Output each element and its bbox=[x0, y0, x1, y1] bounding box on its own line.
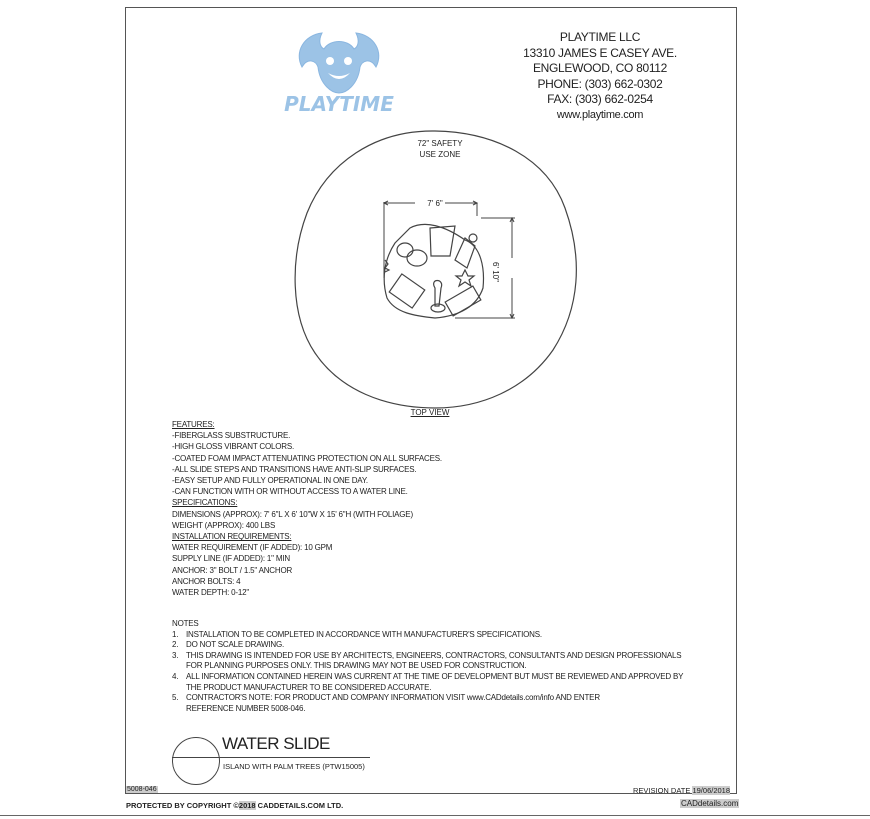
bottom-divider bbox=[0, 815, 870, 816]
spec-item: DIMENSIONS (APPROX): 7' 6"L X 6' 10"W X 15' 6"H (WITH FOLIAGE) bbox=[172, 509, 413, 519]
note-item: 1. INSTALLATION TO BE COMPLETED IN ACCORDANCE WITH MANUFACTURER'S SPECIFICATIONS. bbox=[172, 629, 542, 639]
title-symbol-circle bbox=[172, 737, 220, 785]
top-view-drawing bbox=[285, 128, 585, 410]
notes-section: NOTES 1. INSTALLATION TO BE COMPLETED IN ACCORDANCE WITH MANUFACTURER'S SPECIFICATIONS. 2. DO NOT SCALE DRAWING. 3. THIS DRAWING IS INTENDED FOR USE BY ARCHITECTS, ENGINEERS, CONTRACTORS, CONSULTANTS AND DESIGN PROFESSIONALS FOR PLANNING PURPOSES ONLY. THIS DRAWING MAY NOT BE USED FOR CONSTRUCTION. 4. ALL INFORMATION CONTAINED HEREIN WAS CURRENT AT THE TIME OF DEVELOPMENT BUT MUST BE REVIEWED AND APPROVED BY THE PRODUCT MANUFACTURER TO BE CONSIDERED ACCURATE. 5. CONTRACTOR'S NOTE: FOR PRODUCT AND COMPANY INFORMATION VISIT www.CADdetails.com/info AND ENTER REFERENCE NUMBER 5008-046. bbox=[172, 619, 684, 713]
drawing-title: WATER SLIDE bbox=[222, 734, 330, 753]
safety-zone-label: 72" SAFETY USE ZONE bbox=[417, 139, 463, 159]
notes-heading: NOTES bbox=[172, 619, 199, 628]
install-item: ANCHOR: 3" BOLT / 1.5" ANCHOR bbox=[172, 565, 293, 575]
install-item: WATER REQUIREMENT (IF ADDED): 10 GPM bbox=[172, 543, 333, 553]
spec-item: WEIGHT (APPROX): 400 LBS bbox=[172, 520, 276, 530]
height-dimension-label: 6' 10" bbox=[491, 262, 500, 282]
drawing-subtitle: ISLAND WITH PALM TREES (PTW15005) bbox=[223, 762, 365, 771]
company-website[interactable]: www.playtime.com bbox=[556, 108, 644, 121]
title-underline bbox=[172, 757, 370, 758]
playtime-logo bbox=[272, 27, 407, 113]
feature-item: -HIGH GLOSS VIBRANT COLORS. bbox=[172, 442, 295, 452]
note-item: 5. CONTRACTOR'S NOTE: FOR PRODUCT AND COMPANY INFORMATION VISIT www.CADdetails.com/info AND ENTER bbox=[172, 693, 600, 703]
installation-heading: INSTALLATION REQUIREMENTS: bbox=[172, 532, 292, 542]
company-fax: FAX: (303) 662-0254 bbox=[547, 92, 653, 106]
caddetails-link[interactable]: CADdetails.com bbox=[681, 799, 739, 808]
company-address-2: ENGLEWOOD, CO 80112 bbox=[532, 61, 668, 75]
install-item: ANCHOR BOLTS: 4 bbox=[172, 576, 241, 586]
svg-text:PLAYTIME: PLAYTIME bbox=[284, 92, 394, 113]
specifications-heading: SPECIFICATIONS: bbox=[172, 498, 238, 508]
product-details bbox=[172, 419, 442, 598]
feature-item: -ALL SLIDE STEPS AND TRANSITIONS HAVE ANTI-SLIP SURFACES. bbox=[172, 464, 417, 474]
install-item: WATER DEPTH: 0-12" bbox=[172, 588, 250, 598]
feature-item: -FIBERGLASS SUBSTRUCTURE. bbox=[172, 431, 291, 441]
features-heading: FEATURES: bbox=[172, 420, 215, 429]
top-view-label: TOP VIEW bbox=[410, 408, 450, 417]
feature-item: -COATED FOAM IMPACT ATTENUATING PROTECTION ON ALL SURFACES. bbox=[172, 453, 442, 463]
feature-item: -EASY SETUP AND FULLY OPERATIONAL IN ONE DAY. bbox=[172, 476, 368, 486]
safety-zone-outline bbox=[295, 131, 576, 408]
company-info bbox=[500, 30, 700, 123]
smiley-cap-logo-icon bbox=[272, 27, 407, 113]
company-phone: PHONE: (303) 662-0302 bbox=[537, 76, 663, 91]
island-outline bbox=[384, 224, 483, 318]
company-name: PLAYTIME LLC bbox=[559, 30, 641, 44]
install-item: SUPPLY LINE (IF ADDED): 1" MIN bbox=[172, 554, 290, 564]
company-address-1: 13310 JAMES E CASEY AVE. bbox=[523, 45, 677, 60]
reference-number: 5008-046 bbox=[127, 786, 157, 793]
note-item: 2. DO NOT SCALE DRAWING. bbox=[172, 640, 285, 650]
width-dimension-label: 7' 6" bbox=[427, 199, 443, 208]
feature-item: -CAN FUNCTION WITH OR WITHOUT ACCESS TO A WATER LINE. bbox=[172, 487, 408, 497]
dimension-lines bbox=[384, 201, 515, 318]
note-item: 3. THIS DRAWING IS INTENDED FOR USE BY ARCHITECTS, ENGINEERS, CONTRACTORS, CONSULTANTS AND DESIGN PROFESSIONALS bbox=[172, 650, 682, 660]
revision-date: REVISION DATE 19/06/2018 bbox=[633, 786, 731, 795]
copyright-notice: PROTECTED BY COPYRIGHT ©2018 CADDETAILS.COM LTD. bbox=[126, 801, 344, 810]
note-item: 4. ALL INFORMATION CONTAINED HEREIN WAS CURRENT AT THE TIME OF DEVELOPMENT BUT MUST BE REVIEWED AND APPROVED BY bbox=[172, 671, 684, 681]
